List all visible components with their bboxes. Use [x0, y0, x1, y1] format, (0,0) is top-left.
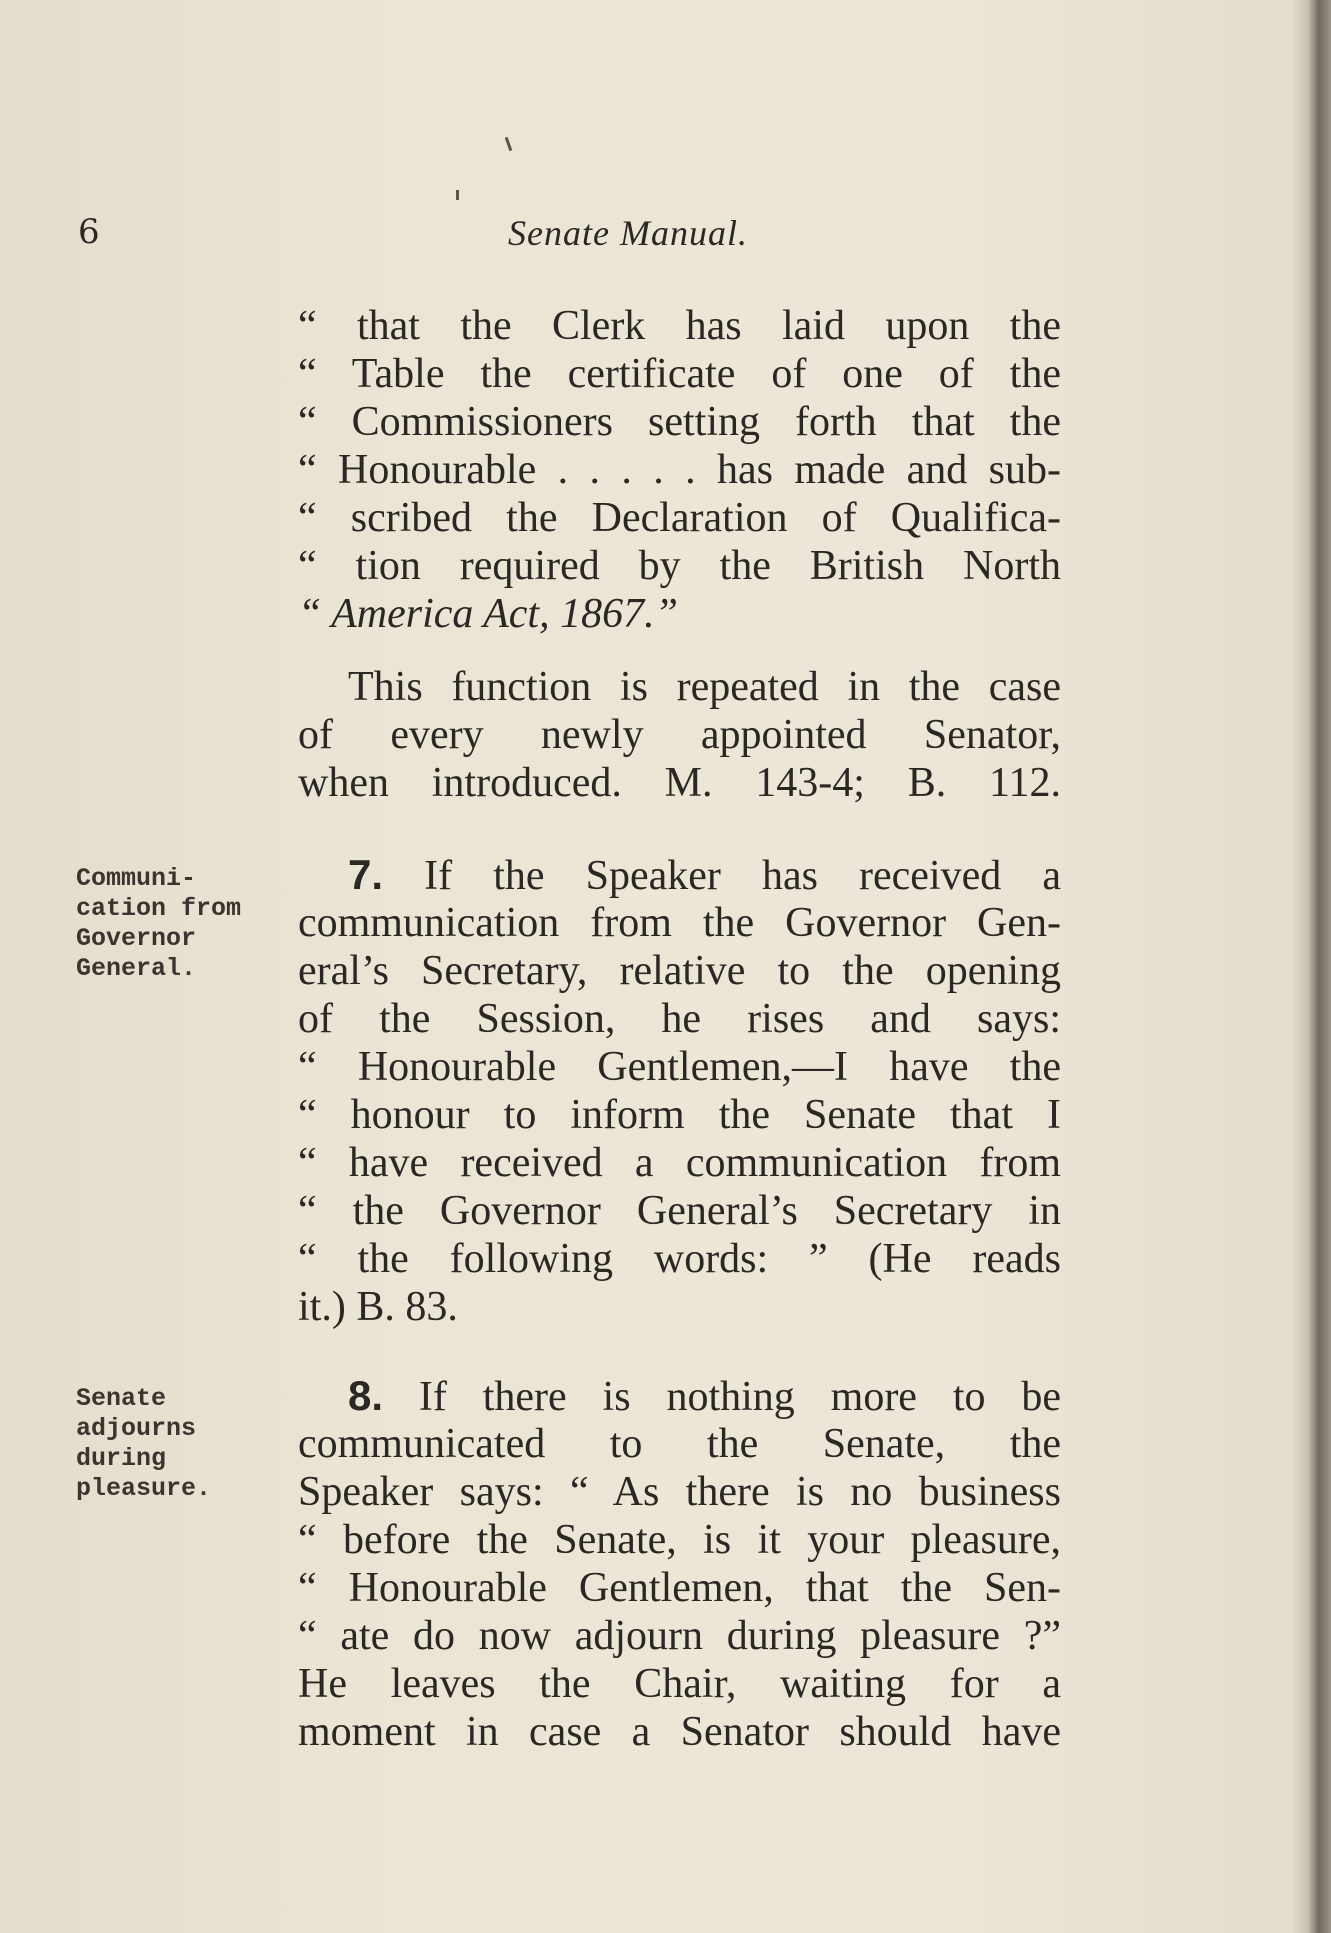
text-line: He leaves the Chair, waiting for a — [298, 1661, 1061, 1707]
text-line: Speaker says: “ As there is no business — [298, 1469, 1061, 1515]
section-8 — [298, 1372, 1061, 1756]
running-title: Senate Manual. — [508, 213, 748, 253]
margin-note-line: General. — [76, 954, 197, 983]
text-line: “ ate do now adjourn during pleasure ?” — [298, 1613, 1061, 1659]
text-line: when introduced. M. 143-4; B. 112. — [298, 760, 1061, 806]
text-line: communicated to the Senate, the — [298, 1421, 1061, 1467]
margin-note-line: Communi- — [76, 864, 197, 893]
margin-note-section-8 — [76, 1384, 211, 1504]
section-7 — [298, 851, 1061, 1331]
ink-speck — [505, 137, 513, 151]
repeated-function-paragraph — [298, 663, 1061, 807]
text-line: communication from the Governor Gen- — [298, 900, 1061, 946]
text-line: “ before the Senate, is it your pleasure, — [298, 1517, 1061, 1563]
section-number: 7. — [348, 851, 384, 898]
ink-speck — [456, 190, 459, 200]
quote-continuation — [298, 302, 1061, 638]
text-line: “ Commissioners setting forth that the — [298, 399, 1061, 445]
section-number: 8. — [348, 1372, 384, 1419]
text-line: “ Honourable . . . . . has made and sub- — [298, 447, 1061, 493]
margin-note-line: Senate — [76, 1384, 167, 1413]
text-line: “ Honourable Gentlemen,—I have the — [298, 1044, 1061, 1090]
text-span: If there is nothing more to be — [418, 1374, 1061, 1420]
text-line: it.) B. 83. — [298, 1284, 458, 1330]
margin-note-section-7 — [76, 864, 241, 984]
text-line: “ tion required by the British North — [298, 543, 1061, 589]
text-line: of the Session, he rises and says: — [298, 996, 1061, 1042]
text-line: moment in case a Senator should have — [298, 1709, 1061, 1755]
margin-note-line: during — [76, 1444, 167, 1473]
gutter-shadow — [1291, 0, 1309, 1933]
text-line: “ Table the certificate of one of the — [298, 351, 1061, 397]
text-line: eral’s Secretary, relative to the opening — [298, 948, 1061, 994]
text-line: “ honour to inform the Senate that I — [298, 1092, 1061, 1138]
page-edge — [1309, 0, 1331, 1933]
section-first-line — [298, 1372, 1061, 1420]
margin-note-line: cation from — [76, 894, 242, 923]
margin-note-line: adjourns — [76, 1414, 197, 1443]
text-line: “ America Act, 1867.” — [298, 591, 678, 637]
text-line: “ Honourable Gentlemen, that the Sen- — [298, 1565, 1061, 1611]
text-line: This function is repeated in the case — [348, 664, 1061, 710]
margin-note-line: Governor — [76, 924, 197, 953]
text-line: “ the following words: ” (He reads — [298, 1236, 1061, 1282]
page-number: 6 — [78, 212, 100, 252]
text-line: “ have received a communication from — [298, 1140, 1061, 1186]
text-line: “ the Governor General’s Secretary in — [298, 1188, 1061, 1234]
margin-note-line: pleasure. — [76, 1474, 212, 1503]
section-first-line — [298, 851, 1061, 899]
text-line: of every newly appointed Senator, — [298, 712, 1061, 758]
text-line: “ that the Clerk has laid upon the — [298, 303, 1061, 349]
text-span: If the Speaker has received a — [424, 853, 1061, 899]
text-line: “ scribed the Declaration of Qualifica- — [298, 495, 1061, 541]
